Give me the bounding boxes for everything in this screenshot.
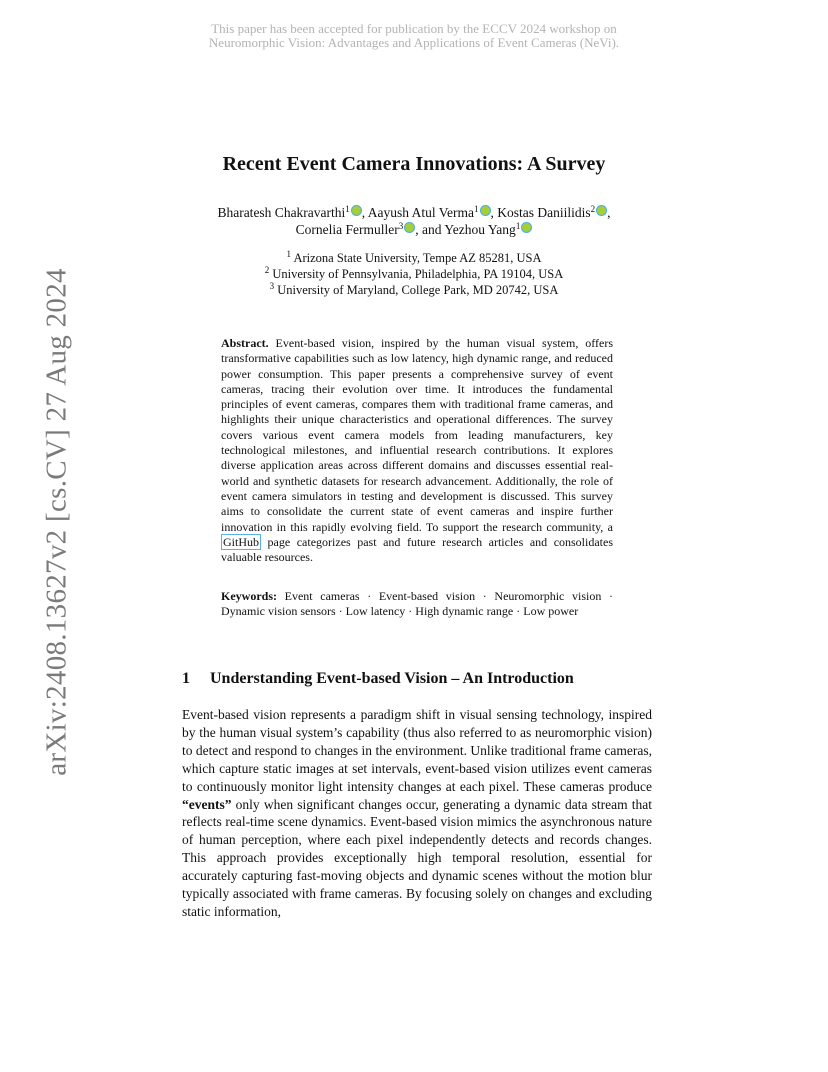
author <box>217 205 361 220</box>
section-body <box>182 706 652 921</box>
orcid-icon[interactable] <box>596 205 607 216</box>
github-link[interactable]: GitHub <box>223 534 259 549</box>
body-text-continued: only when significant changes occur, generating a dynamic data stream that reflects real-time scene dynamics. Event-based vision mimics the asynchronous nature of human perception, where each pixel independently detects and records changes. This approach provides exceptionally high temporal resolution, essential for accurately capturing fast-moving objects and dynamic scenes without the motion blur typically associated with frame cameras. By focusing solely on changes and excluding static information, <box>182 796 653 919</box>
author <box>444 222 532 237</box>
author-list <box>0 204 828 238</box>
affiliation-text: University of Pennsylvania, Philadelphia, PA 19104, USA <box>272 267 564 281</box>
affiliation-number: 2 <box>264 265 270 275</box>
abstract-text: Event-based vision, inspired by the human visual system, offers transformative capabilities such as low latency, high dynamic range, and reduced power consumption. This paper presents a comprehensive survey of event cameras, tracing their evolution over time. It introduces the fundamental principles of event cameras, compares them with traditional frame cameras, and highlights their unique characteristics and operational differences. The survey covers various event camera models from leading manufacturers, key technological milestones, and influential research contributions. It explores diverse application areas across different domains and discusses essential real-world and synthetic datasets for research advancement. Additionally, the role of event camera simulators in testing and development is discussed. This survey aims to consolidate the current state of event cameras and inspire further innovation in this rapidly evolving field. To support the research community, a <box>221 336 613 534</box>
author <box>497 205 607 220</box>
author-separator: , <box>607 205 611 220</box>
orcid-icon[interactable] <box>404 222 415 233</box>
notice-line-1: This paper has been accepted for publication by the ECCV 2024 workshop on <box>211 21 617 36</box>
author-affiliation-mark: 1 <box>345 204 350 214</box>
author <box>368 205 491 220</box>
author-name: Aayush Atul Verma <box>367 205 475 220</box>
abstract <box>221 336 613 565</box>
author-name: Yezhou Yang <box>444 222 516 237</box>
section-title: Understanding Event-based Vision – An Introduction <box>210 670 574 687</box>
affiliation-number: 3 <box>269 281 275 291</box>
author-affiliation-mark: 3 <box>398 221 404 231</box>
orcid-icon[interactable] <box>521 222 532 233</box>
author-affiliation-mark: 2 <box>590 204 596 214</box>
section-heading <box>182 670 652 688</box>
abstract-text-end: page categorizes past and future research articles and consolidates valuable resources. <box>221 534 614 565</box>
author-affiliation-mark: 1 <box>474 204 479 214</box>
author-affiliation-mark: 1 <box>515 221 521 231</box>
author-name: Cornelia Fermuller <box>295 222 399 237</box>
orcid-icon[interactable] <box>351 205 362 216</box>
affiliation-list <box>0 250 828 298</box>
section-number: 1 <box>182 670 190 687</box>
affiliation <box>0 250 828 266</box>
orcid-icon[interactable] <box>480 205 491 216</box>
keywords <box>221 589 613 620</box>
notice-line-2: Neuromorphic Vision: Advantages and Applications of Event Cameras (NeVi). <box>208 35 620 50</box>
paper-title: Recent Event Camera Innovations: A Survey <box>222 153 606 175</box>
author-name: Kostas Daniilidis <box>497 205 591 220</box>
affiliation <box>0 282 828 298</box>
publication-notice <box>0 22 828 50</box>
keywords-label: Keywords: <box>221 589 277 603</box>
author-separator: , <box>490 205 498 220</box>
author <box>296 222 416 237</box>
arxiv-identifier: arXiv:2408.13627v2 [cs.CV] 27 Aug 2024 <box>40 268 73 776</box>
author-separator: , <box>361 205 368 220</box>
affiliation-text: University of Maryland, College Park, MD 20742, USA <box>277 283 559 297</box>
affiliation-text: Arizona State University, Tempe AZ 85281, USA <box>293 251 542 265</box>
keywords-text: Event cameras · Event-based vision · Neuromorphic vision · Dynamic vision sensors · Low latency · High dynamic range · Low power <box>221 589 613 619</box>
affiliation-number: 1 <box>286 249 291 259</box>
author-separator: , and <box>415 222 445 237</box>
abstract-label: Abstract. <box>221 336 269 350</box>
author-name: Bharatesh Chakravarthi <box>217 205 346 220</box>
body-text: Event-based vision represents a paradigm shift in visual sensing technology, inspired by the human visual system’s capability (thus also referred to as neuromorphic vision) to detect and respond to changes in the environment. Unlike traditional frame cameras, which capture static images at set intervals, event-based vision utilizes event cameras to continuously monitor light intensity changes at each pixel. These cameras produce <box>182 707 652 794</box>
affiliation <box>0 266 828 282</box>
bold-term: “events” <box>182 796 232 812</box>
